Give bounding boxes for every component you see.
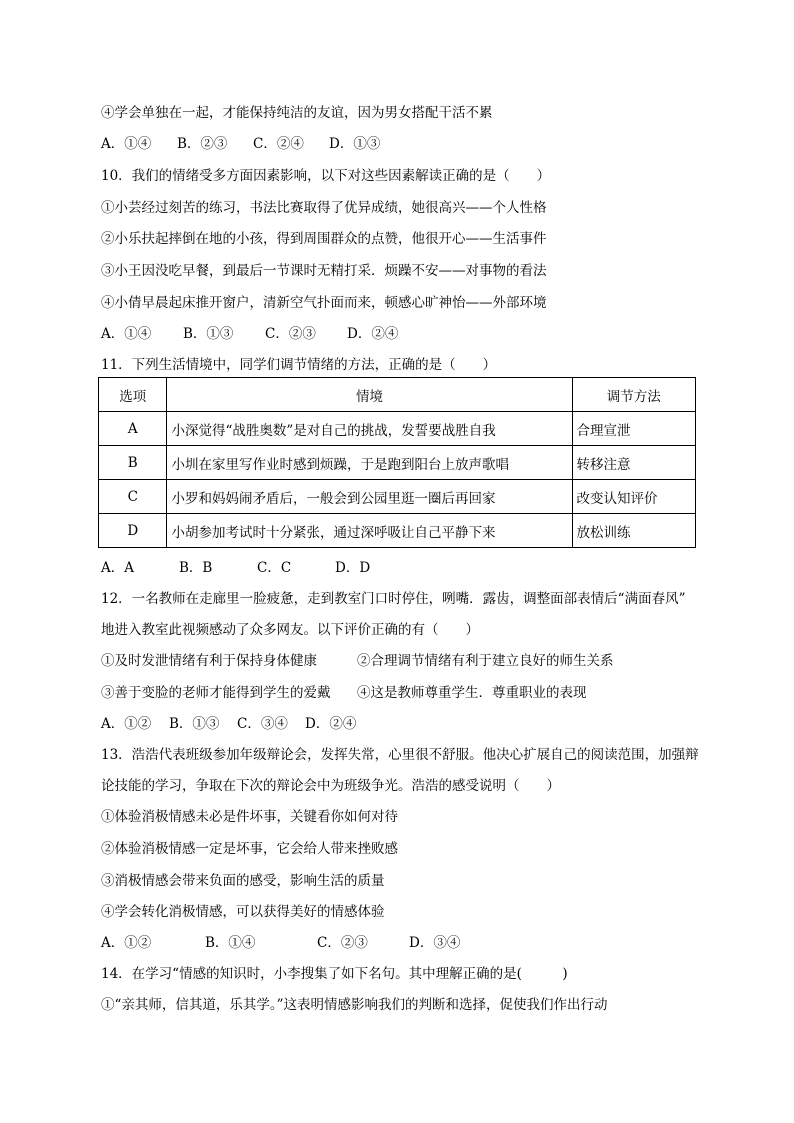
table-header-situation: 情境 xyxy=(167,378,572,412)
q11-table xyxy=(98,377,696,548)
q11-option-c: C．C xyxy=(257,560,292,576)
table-header-method: 调节方法 xyxy=(572,378,695,412)
q9-option-a: A．①④ xyxy=(101,136,152,152)
q10-statement-1: ①小芸经过刻苦的练习，书法比赛取得了优异成绩，她很高兴——个人性格 xyxy=(101,200,547,216)
q11-stem: 11．下列生活情境中，同学们调节情绪的方法，正确的是（ ） xyxy=(101,357,497,373)
q9-option-c: C．②④ xyxy=(253,136,304,152)
q10-statement-2: ②小乐扶起摔倒在地的小孩，得到周围群众的点赞，他很开心——生活事件 xyxy=(101,231,547,247)
q12-option-c: C．③④ xyxy=(237,716,288,732)
q12-statements-row-1 xyxy=(101,652,614,670)
table-row xyxy=(99,480,696,514)
q13-option-b: B．①④ xyxy=(205,935,256,951)
table-header-row xyxy=(99,378,696,412)
table-cell-situation: 小深觉得“战胜奥数”是对自己的挑战，发誓要战胜自我 xyxy=(167,412,572,446)
q10-stem: 10．我们的情绪受多方面因素影响，以下对这些因素解读正确的是（ ） xyxy=(101,168,551,184)
q10-option-a: A．①④ xyxy=(101,326,152,342)
table-cell-method: 改变认知评价 xyxy=(572,480,695,514)
q10-statement-4: ④小倩早晨起床推开窗户，清新空气扑面而来，顿感心旷神怡——外部环境 xyxy=(101,295,547,311)
q12-option-d: D．②④ xyxy=(305,716,357,732)
q11-option-b: B．B xyxy=(179,560,213,576)
table-cell-option: C xyxy=(99,480,167,514)
q10-option-d: D．②④ xyxy=(347,326,399,342)
q12-stem-line-2: 地进入教室此视频感动了众多网友。以下评价正确的有（ ） xyxy=(101,622,479,638)
table-header-option: 选项 xyxy=(99,378,167,412)
q9-options xyxy=(101,135,380,153)
q12-stem-line-1: 12．一名教师在走廊里一脸疲惫，走到教室门口时停住，咧嘴．露齿，调整面部表情后“满面春风” xyxy=(101,591,686,607)
q13-option-c: C．②③ xyxy=(317,935,368,951)
q11-option-a: A．A xyxy=(101,560,134,576)
table-cell-option: B xyxy=(99,446,167,480)
q12-option-b: B．①③ xyxy=(169,716,220,732)
q10-option-b: B．①③ xyxy=(183,326,234,342)
table-row xyxy=(99,412,696,446)
table-cell-situation: 小圳在家里写作业时感到烦躁，于是跑到阳台上放声歌唱 xyxy=(167,446,572,480)
q12-options xyxy=(101,715,356,733)
q13-statement-1: ①体验消极情感未必是件坏事，关键看你如何对待 xyxy=(101,809,398,825)
q13-stem-line-2: 论技能的学习，争取在下次的辩论会中为班级争光。浩浩的感受说明（ ） xyxy=(101,778,560,794)
q11-option-d: D．D xyxy=(335,560,371,576)
q12-statements-row-2 xyxy=(101,684,587,702)
q9-option-d: D．①③ xyxy=(329,136,381,152)
table-cell-method: 转移注意 xyxy=(572,446,695,480)
table-cell-option: A xyxy=(99,412,167,446)
q9-statement-4: ④学会单独在一起，才能保持纯洁的友谊，因为男女搭配干活不累 xyxy=(101,105,493,121)
q13-statement-2: ②体验消极情感一定是坏事，它会给人带来挫败感 xyxy=(101,841,398,857)
table-cell-method: 放松训练 xyxy=(572,514,695,548)
table-row xyxy=(99,446,696,480)
q10-options xyxy=(101,325,398,343)
q9-option-b: B．②③ xyxy=(177,136,228,152)
q12-statement-1: ①及时发泄情绪有利于保持身体健康 xyxy=(101,653,317,669)
q10-option-c: C．②③ xyxy=(265,326,316,342)
q12-statement-3: ③善于变脸的老师才能得到学生的爱戴 xyxy=(101,685,331,701)
table-row xyxy=(99,514,696,548)
table-cell-situation: 小胡参加考试时十分紧张，通过深呼吸让自己平静下来 xyxy=(167,514,572,548)
q13-option-a: A．①② xyxy=(101,935,152,951)
q10-statement-3: ③小王因没吃早餐，到最后一节课时无精打采．烦躁不安——对事物的看法 xyxy=(101,263,547,279)
q13-options xyxy=(101,934,460,952)
q12-statement-2: ②合理调节情绪有利于建立良好的师生关系 xyxy=(357,653,614,669)
q14-stem: 14．在学习“情感的知识时，小李搜集了如下名句。其中理解正确的是( ) xyxy=(101,966,568,982)
q13-statement-4: ④学会转化消极情感，可以获得美好的情感体验 xyxy=(101,904,385,920)
table-cell-situation: 小罗和妈妈闹矛盾后，一般会到公园里逛一圈后再回家 xyxy=(167,480,572,514)
q13-option-d: D．③④ xyxy=(409,935,461,951)
q13-statement-3: ③消极情感会带来负面的感受，影响生活的质量 xyxy=(101,873,385,889)
q14-statement-1: ①“亲其师，信其道，乐其学。”这表明情感影响我们的判断和选择，促使我们作出行动 xyxy=(101,997,608,1013)
q11-options xyxy=(101,559,370,577)
q13-stem-line-1: 13．浩浩代表班级参加年级辩论会，发挥失常，心里很不舒服。他决心扩展自己的阅读范围，加强辩 xyxy=(101,747,699,763)
table-cell-method: 合理宣泄 xyxy=(572,412,695,446)
q12-statement-4: ④这是教师尊重学生．尊重职业的表现 xyxy=(357,685,587,701)
q12-option-a: A．①② xyxy=(101,716,152,732)
table-cell-option: D xyxy=(99,514,167,548)
